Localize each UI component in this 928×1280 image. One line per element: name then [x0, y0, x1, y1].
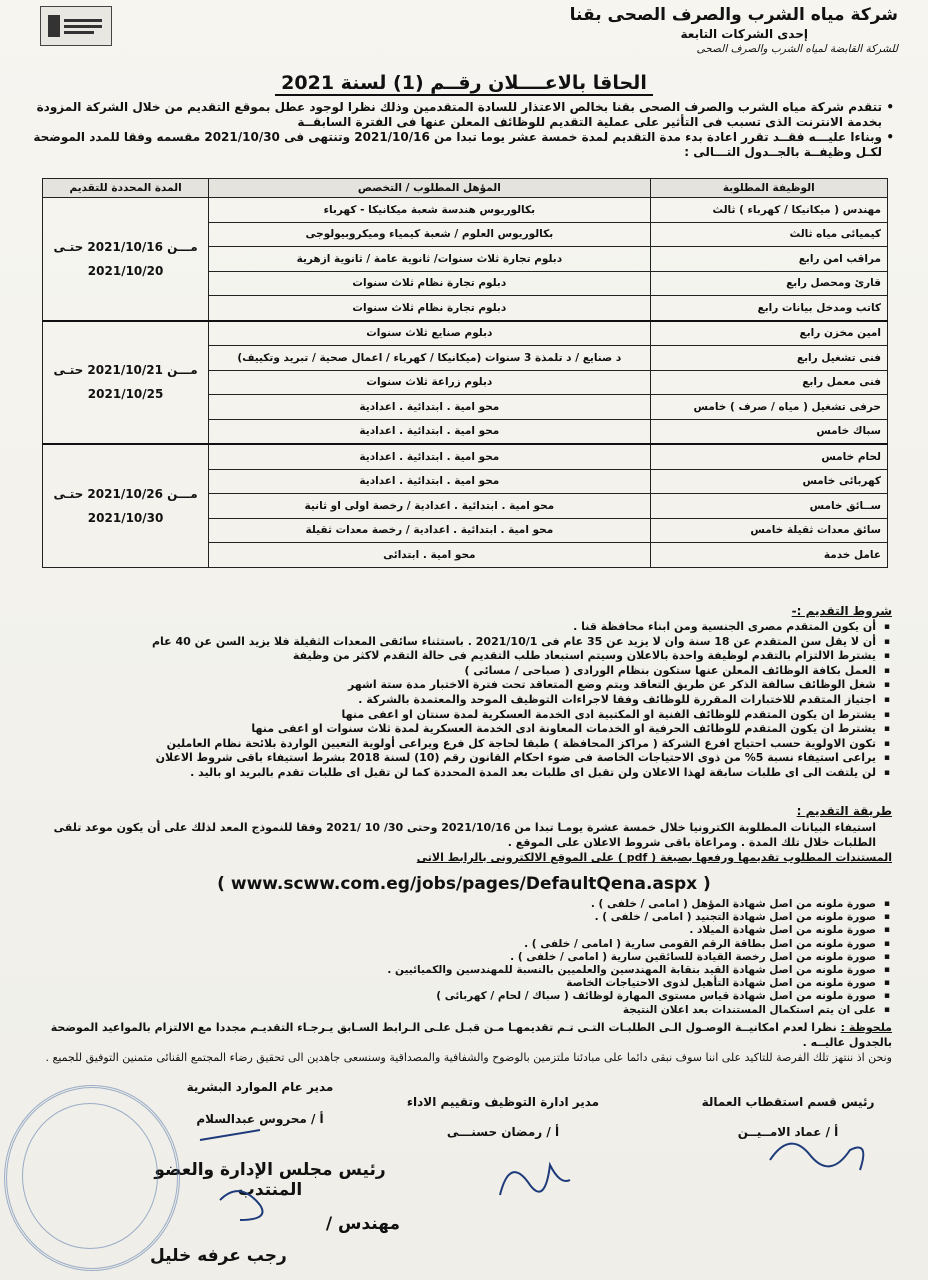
application-url[interactable]: ( www.scww.com.eg/jobs/pages/DefaultQena.aspx ) — [217, 874, 711, 894]
document-item: ▪ صورة ملونه من اصل رخصة القيادة للسائقين سارية ( امامى / خلفى ) . — [30, 951, 892, 964]
qualification-cell: محو امية . ابتدائية . اعدادية — [209, 395, 650, 420]
condition-item: ▪ اجتياز المتقدم للاختبارات المقررة للوظائف وفقا لاجراءات التوظيف الموحد والمعتمدة بالشركة . — [30, 693, 892, 708]
document-item: ▪ صورة ملونه من اصل شهادة التجنيد ( امامى / خلفى ) . — [30, 911, 892, 924]
note-text-1: نظرا لعدم امكانيــة الوصـول الـى الطلبـات التـى تـم تقديمهـا مـن قبـل علـى الـرابط السـابق يـرجـاء التقديـم مجددا مع الالتزام بالمواعيد الموضحة بالجدول عاليــه . — [50, 1021, 892, 1049]
header-job: الوظيفة المطلوبة — [650, 179, 887, 198]
company-logo — [40, 6, 112, 46]
letterhead — [338, 4, 898, 56]
qualification-cell: محو امية . ابتدائية . اعدادية / رخصة معدات ثقيلة — [209, 518, 650, 543]
job-title-cell: كاتب ومدخل بيانات رابع — [650, 296, 887, 321]
table-row — [43, 321, 888, 346]
qualification-cell: دبلوم تجارة نظام ثلاث سنوات — [209, 271, 650, 296]
notes-section — [36, 1020, 892, 1065]
application-period-cell: مـــن 2021/10/21 حتـى 2021/10/25 — [43, 321, 209, 445]
documents-list — [30, 898, 892, 1017]
method-title: طريقة التقديم : — [796, 804, 892, 818]
company-stamp-inner — [22, 1103, 158, 1249]
qualification-cell: بكالوريوس هندسة شعبة ميكانيكا - كهرباء — [209, 198, 650, 223]
condition-item: ▪ يشترط الالتزام بالتقدم لوظيفة واحدة بالاعلان وسيتم استبعاد طلب التقديم فى حالة التقدم لاكثر من وظيفة — [30, 649, 892, 664]
method-section — [30, 820, 892, 865]
documents-heading: المستندات المطلوب تقديمها ورفعها بصيغة ( pdf ) على الموقع الالكترونى بالرابط الاتى — [416, 851, 892, 864]
document-item: ▪ على ان يتم استكمال المستندات بعد اعلان النتيجة — [30, 1004, 892, 1017]
qualification-cell: محو امية . ابتدائية . اعدادية — [209, 469, 650, 494]
holding-company: للشركة القابضة لمياه الشرب والصرف الصحى — [696, 43, 898, 55]
job-title-cell: عامل خدمة — [650, 543, 887, 568]
sig2-title: مدير ادارة التوظيف وتقييم الاداء — [406, 1095, 600, 1109]
intro-paragraph-1: • تتقدم شركة مياه الشرب والصرف الصحى بقنا بخالص الاعتذار للسادة المتقدمين وذلك نظرا لوجود عطل بموقع التقديم من خلال الشركة المزودة بخدمة الانترنت الذى تسبب فى التأثير على عملية التقديم للوظائف المعلن عنها فى الفترة السابقــة — [28, 100, 894, 130]
job-title-cell: سباك خامس — [650, 419, 887, 444]
sig3-name: أ / محروس عبدالسلام — [196, 1112, 324, 1126]
sig1-title: رئيس قسم استقطاب العمالة — [701, 1095, 875, 1109]
qualification-cell: بكالوريوس العلوم / شعبة كيمياء وميكروبيولوجى — [209, 222, 650, 247]
application-period-cell: مـــن 2021/10/26 حتـى 2021/10/30 — [43, 444, 209, 567]
qualification-cell: دبلوم صنايع ثلاث سنوات — [209, 321, 650, 346]
job-title-cell: لحام خامس — [650, 444, 887, 469]
note-label: ملحوظة : — [840, 1021, 892, 1034]
qualification-cell: دبلوم زراعة ثلاث سنوات — [209, 370, 650, 395]
company-name: شركة مياه الشرب والصرف الصحى بقنا — [569, 5, 898, 25]
header-qualification: المؤهل المطلوب / التخصص — [209, 179, 650, 198]
qualification-cell: د صنايع / د تلمذة 3 سنوات (ميكانيكا / كهرباء / اعمال صحية / تبريد وتكييف) — [209, 346, 650, 371]
job-title-cell: امين مخزن رابع — [650, 321, 887, 346]
page-title: الحاقا بالاعــــلان رقــم (1) لسنة 2021 — [0, 72, 928, 94]
document-item: ▪ صورة ملونه من اصل شهادة الميلاد . — [30, 924, 892, 937]
condition-item: ▪ العمل بكافة الوظائف المعلن عنها ستكون بنظام الورادى ( صباحى / مسائى ) — [30, 664, 892, 679]
qualification-cell: دبلوم تجارة ثلاث سنوات/ ثانوية عامة / ثانوية ازهرية — [209, 247, 650, 272]
method-text: استيفاء البيانات المطلوبة الكترونيا خلال خمسة عشرة يومـا تبدا من 2021/10/16 وحتى 30/ 10 /2021 وفقا للنموذج المعد لذلك على أن يكون موعد تلقى الطلبات خلال تلك المدة . ومراعاة باقى شروط الاعلان على الموقع . — [53, 821, 876, 849]
job-title-cell: فنى تشغيل رابع — [650, 346, 887, 371]
intro-section — [28, 100, 894, 160]
company-subtitle: إحدى الشركات التابعة — [680, 27, 808, 41]
condition-item: ▪ أن يكون المتقدم مصرى الجنسية ومن ابناء محافظة قنا . — [30, 620, 892, 635]
document-item: ▪ صورة ملونه من اصل بطاقة الرقم القومى سارية ( امامى / خلفى ) . — [30, 938, 892, 951]
condition-item: ▪ تكون الاولوية حسب احتياج افرع الشركة ( مراكز المحافظة ) طبقا لحاجة كل فرع ويراعى أولوية التعيين الواردة بلائحة نظام العاملين — [30, 737, 892, 752]
job-title-cell: قارئ ومحصل رابع — [650, 271, 887, 296]
application-period-cell: مـــن 2021/10/16 حتـى 2021/10/20 — [43, 198, 209, 321]
job-title-cell: ســائق خامس — [650, 494, 887, 519]
sig1-name: أ / عماد الامــيــن — [737, 1125, 839, 1139]
logo-icon — [46, 11, 106, 41]
condition-item: ▪ يراعى استيفاء نسبة 5% من ذوى الاحتياجات الخاصة فى ضوء احكام القانون رقم (10) لسنة 2018 بشرط استيفاء باقى شروط الاعلان — [30, 751, 892, 766]
signature-block-2 — [378, 1095, 628, 1139]
document-item: ▪ صورة ملونه من اصل شهادة القيد بنقابة المهندسين والعلميين بالنسبة للمهندسين والكميائيين . — [30, 964, 892, 977]
document-item: ▪ صورة ملونه من اصل شهادة قياس مستوى المهارة لوظائف ( سباك / لحام / كهربائى ) — [30, 990, 892, 1003]
job-title-cell: حرفى تشغيل ( مياه / صرف ) خامس — [650, 395, 887, 420]
conditions-title: شروط التقديم :- — [791, 604, 892, 618]
condition-item: ▪ أن لا يقل سن المتقدم عن 18 سنة وان لا يزيد عن 35 عام فى 2021/10/1 . باستثناء سائقى المعدات الثقيلة فلا يزيد السن عن 40 عام — [30, 635, 892, 650]
document-item: ▪ صورة ملونه من اصل شهادة المؤهل ( امامى / خلفى ) . — [30, 898, 892, 911]
document-item: ▪ صورة ملونه من اصل شهادة التأهيل لذوى الاحتياجات الخاصة — [30, 977, 892, 990]
chair-name: رجب عرفه خليل — [150, 1246, 287, 1266]
condition-item: ▪ لن يلتفت الى اى طلبات سابقة لهذا الاعلان ولن تقبل اى طلبات بعد المدة المحددة كما لن تقبل اى طلبات تقدم بالبريد او باليد . — [30, 766, 892, 781]
sig2-name: أ / رمضان حسنـــى — [446, 1125, 560, 1139]
qualification-cell: محو امية . ابتدائية . اعدادية / رخصة اولى او ثانية — [209, 494, 650, 519]
condition-item: ▪ شغل الوظائف سالفة الذكر عن طريق التعاقد ويتم وضع المتعاقد تحت فترة الاختبار مدة ستة اشهر — [30, 678, 892, 693]
qualification-cell: محو امية . ابتدائى — [209, 543, 650, 568]
conditions-list — [30, 620, 892, 781]
signature-scribble-3 — [180, 1110, 290, 1230]
chair-title: رئيس مجلس الإدارة والعضو المنتدب — [154, 1160, 386, 1200]
job-title-cell: كهربائى خامس — [650, 469, 887, 494]
job-title-cell: كيميائى مياه ثالث — [650, 222, 887, 247]
intro-paragraph-2: • وبناءا عليـــه فقــد تقرر اعادة بدء مدة التقديم لمدة خمسة عشر يوما تبدا من 2021/10/16 وتنتهى فى 2021/10/30 مقسمه وفقا للمدد الموضحة لكـل وظيفــة بالجــدول التـــالى : — [28, 130, 894, 160]
sig3-title: مدير عام الموارد البشرية — [186, 1080, 334, 1094]
condition-item: ▪ يشترط ان يكون المتقدم للوظائف الحرفية او الخدمات المعاونة ادى الخدمة العسكرية لمدة ثلاث سنوات او اعفى منها — [30, 722, 892, 737]
qualification-cell: محو امية . ابتدائية . اعدادية — [209, 419, 650, 444]
qualification-cell: محو امية . ابتدائية . اعدادية — [209, 444, 650, 469]
header-period: المدة المحددة للتقديم — [43, 179, 209, 198]
signature-scribble-1 — [760, 1120, 880, 1190]
table-row — [43, 198, 888, 223]
condition-item: ▪ يشترط ان يكون المتقدم للوظائف الفنية او المكتبية ادى الخدمة العسكرية لمدة سنتان او اعفى منها — [30, 708, 892, 723]
table-row — [43, 444, 888, 469]
job-title-cell: مهندس ( ميكانيكا / كهرباء ) ثالث — [650, 198, 887, 223]
signature-scribble-2 — [490, 1145, 580, 1215]
job-title-cell: فنى معمل رابع — [650, 370, 887, 395]
job-title-cell: سائق معدات ثقيلة خامس — [650, 518, 887, 543]
jobs-table — [42, 178, 888, 568]
jobs-table-body — [43, 198, 888, 568]
qualification-cell: دبلوم تجارة نظام ثلاث سنوات — [209, 296, 650, 321]
chair-prefix: مهندس / — [325, 1214, 400, 1234]
table-header-row — [43, 179, 888, 198]
note-text-2: ونحن اذ ننتهز تلك الفرصة للتاكيد على اننا سوف نبقى دائما على مبادئنا ملتزمين بالوضوح والشفافية والمصداقية وسنسعى جاهدين الى تحقيق رضاء المجتمع القنائى متمنين التوفيق للجميع . — [45, 1051, 892, 1064]
job-title-cell: مراقب امن رابع — [650, 247, 887, 272]
